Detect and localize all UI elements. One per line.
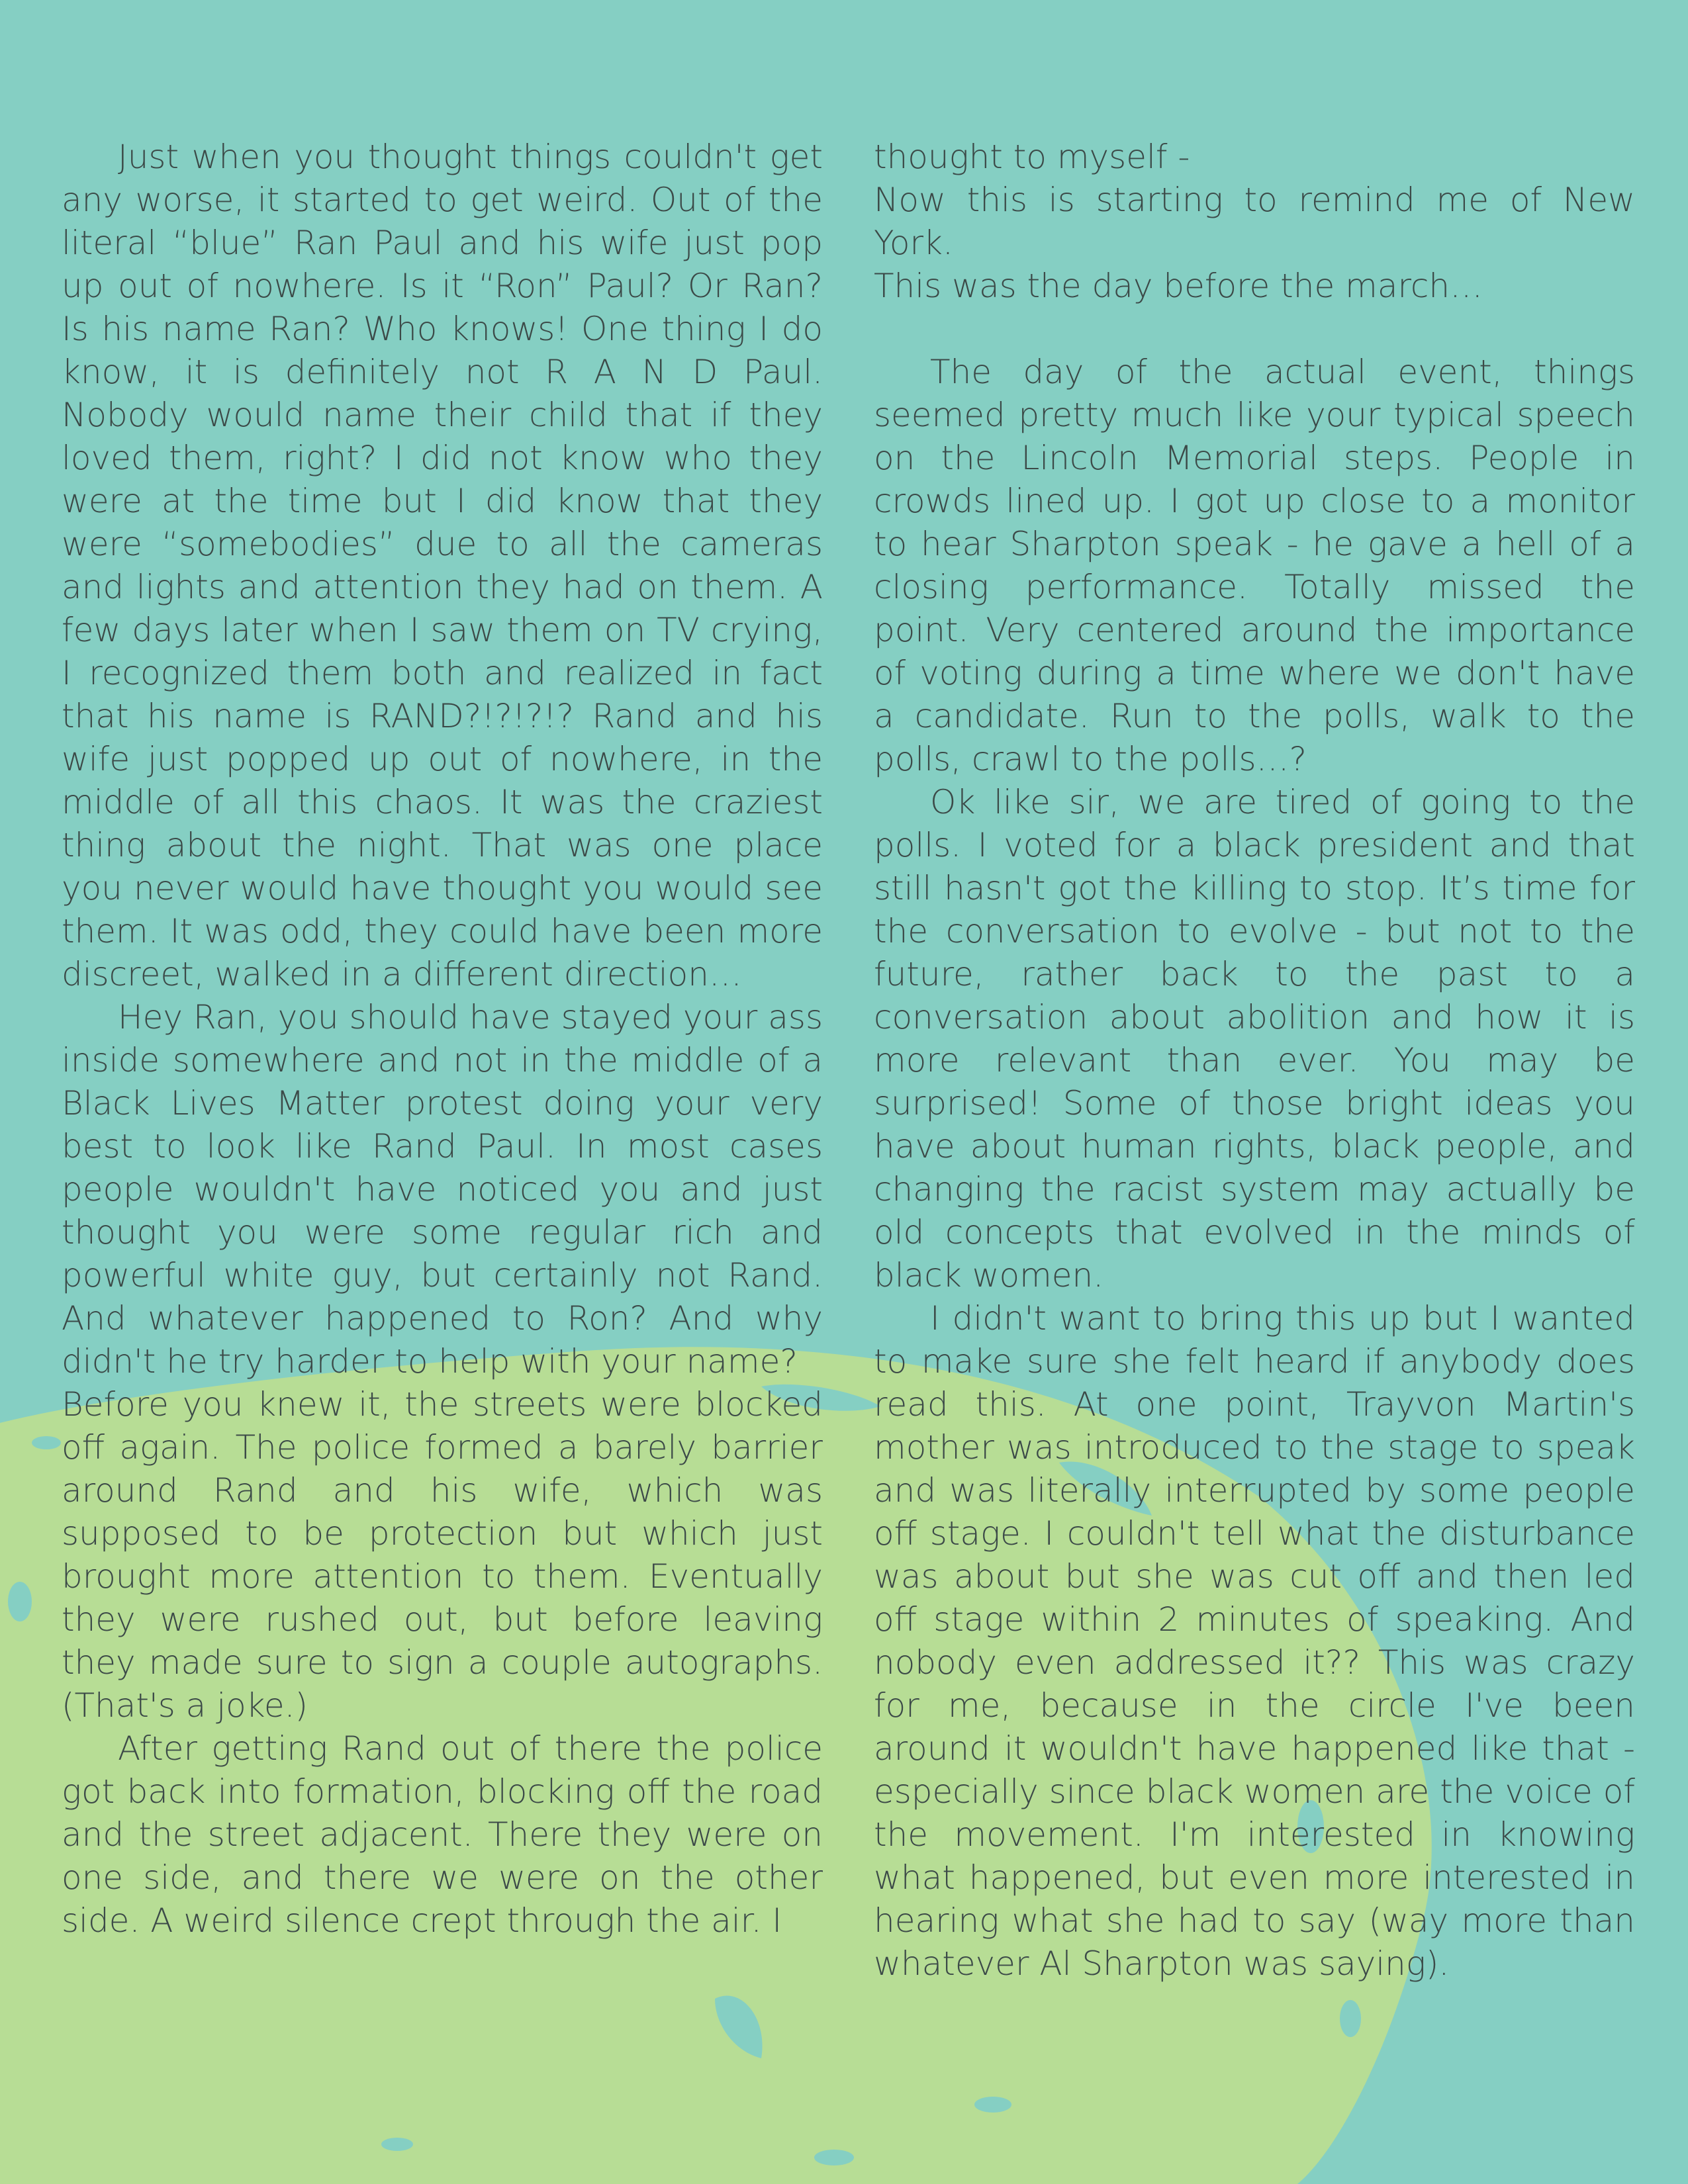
text-line: This was the day before the march… xyxy=(874,267,1483,305)
paragraph-spacer xyxy=(874,308,1635,351)
text-line: Now this is starting to remind me of New York. xyxy=(874,181,1635,262)
paragraph: Just when you thought things couldn't get any worse, it started to get weird. Out of the literal “blue” Ran Paul and his wife just pop up out of nowhere. Is it “Ron” Paul? Or Ran? Is his name Ran? Who knows! One thing I do know, it is definitely not R A N D Paul. Nobody would name their child that if they loved them, right? I did not know who they were at the time but I did know that they were “somebodies” due to all the cameras and lights and attention they had on them. A few days later when I saw them on TV crying, I recognized them both and realized in fact that his name is RAND?!?!?!? Rand and his wife just popped up out of nowhere, in the middle of all this chaos. It was the craziest thing about the night. That was one place you never would have thought you would see them. It was odd, they could have been more discreet, walked in a different direction… xyxy=(62,138,823,993)
paragraph: The day of the actual event, things seemed pretty much like your typical speech on the Lincoln Memorial steps. People in crowds lined up. I got up close to a monitor to hear Sharpton speak - he gave a hell of a closing performance. Totally missed the point. Very centered around the importance of voting during a time where we don't have a candidate. Run to the polls, walk to the polls, crawl to the polls…? xyxy=(874,353,1635,778)
paragraph: Hey Ran, you should have stayed your ass inside somewhere and not in the middle of a Black Lives Matter protest doing your very best to look like Rand Paul. In most cases people wouldn't have noticed you and just thought you were some regular rich and powerful white guy, but certainly not Rand. And whatever happened to Ron? And why didn't he try harder to help with your name? xyxy=(62,998,823,1381)
paragraph: Before you knew it, the streets were blocked off again. The police formed a barely barrier around Rand and his wife, which was supposed to be protection but which just brought more attention to them. Eventually they were rushed out, but before leaving they made sure to sign a couple autographs. (That's a joke.) xyxy=(62,1385,823,1725)
right-column xyxy=(874,136,1635,1985)
left-column xyxy=(62,136,823,1942)
paragraph: Ok like sir, we are tired of going to the polls. I voted for a black president and that still hasn't got the killing to stop. It’s time for the conversation to evolve - but not to the future, rather back to the past to a conversation about abolition and how it is more relevant than ever. You may be surprised! Some of those bright ideas you have about human rights, black people, and changing the racist system may actually be old concepts that evolved in the minds of black women. xyxy=(874,783,1635,1295)
text-line: thought to myself - xyxy=(874,138,1190,176)
paragraph: After getting Rand out of there the police got back into formation, blocking off the road and the street adjacent. There they were on one side, and there we were on the other side. A weird silence crept through the air. I xyxy=(62,1729,823,1940)
paragraph: I didn't want to bring this up but I wanted to make sure she felt heard if anybody does read this. At one point, Trayvon Martin's mother was introduced to the stage to speak and was literally interrupted by some people off stage. I couldn't tell what the disturbance was about but she was cut off and then led off stage within 2 minutes of speaking. And nobody even addressed it?? This was crazy for me, because in the circle I've been around it wouldn't have happened like that - especially since black women are the voice of the movement. I'm interested in knowing what happened, but even more interested in hearing what she had to say (way more than whatever Al Sharpton was saying). xyxy=(874,1299,1635,1983)
